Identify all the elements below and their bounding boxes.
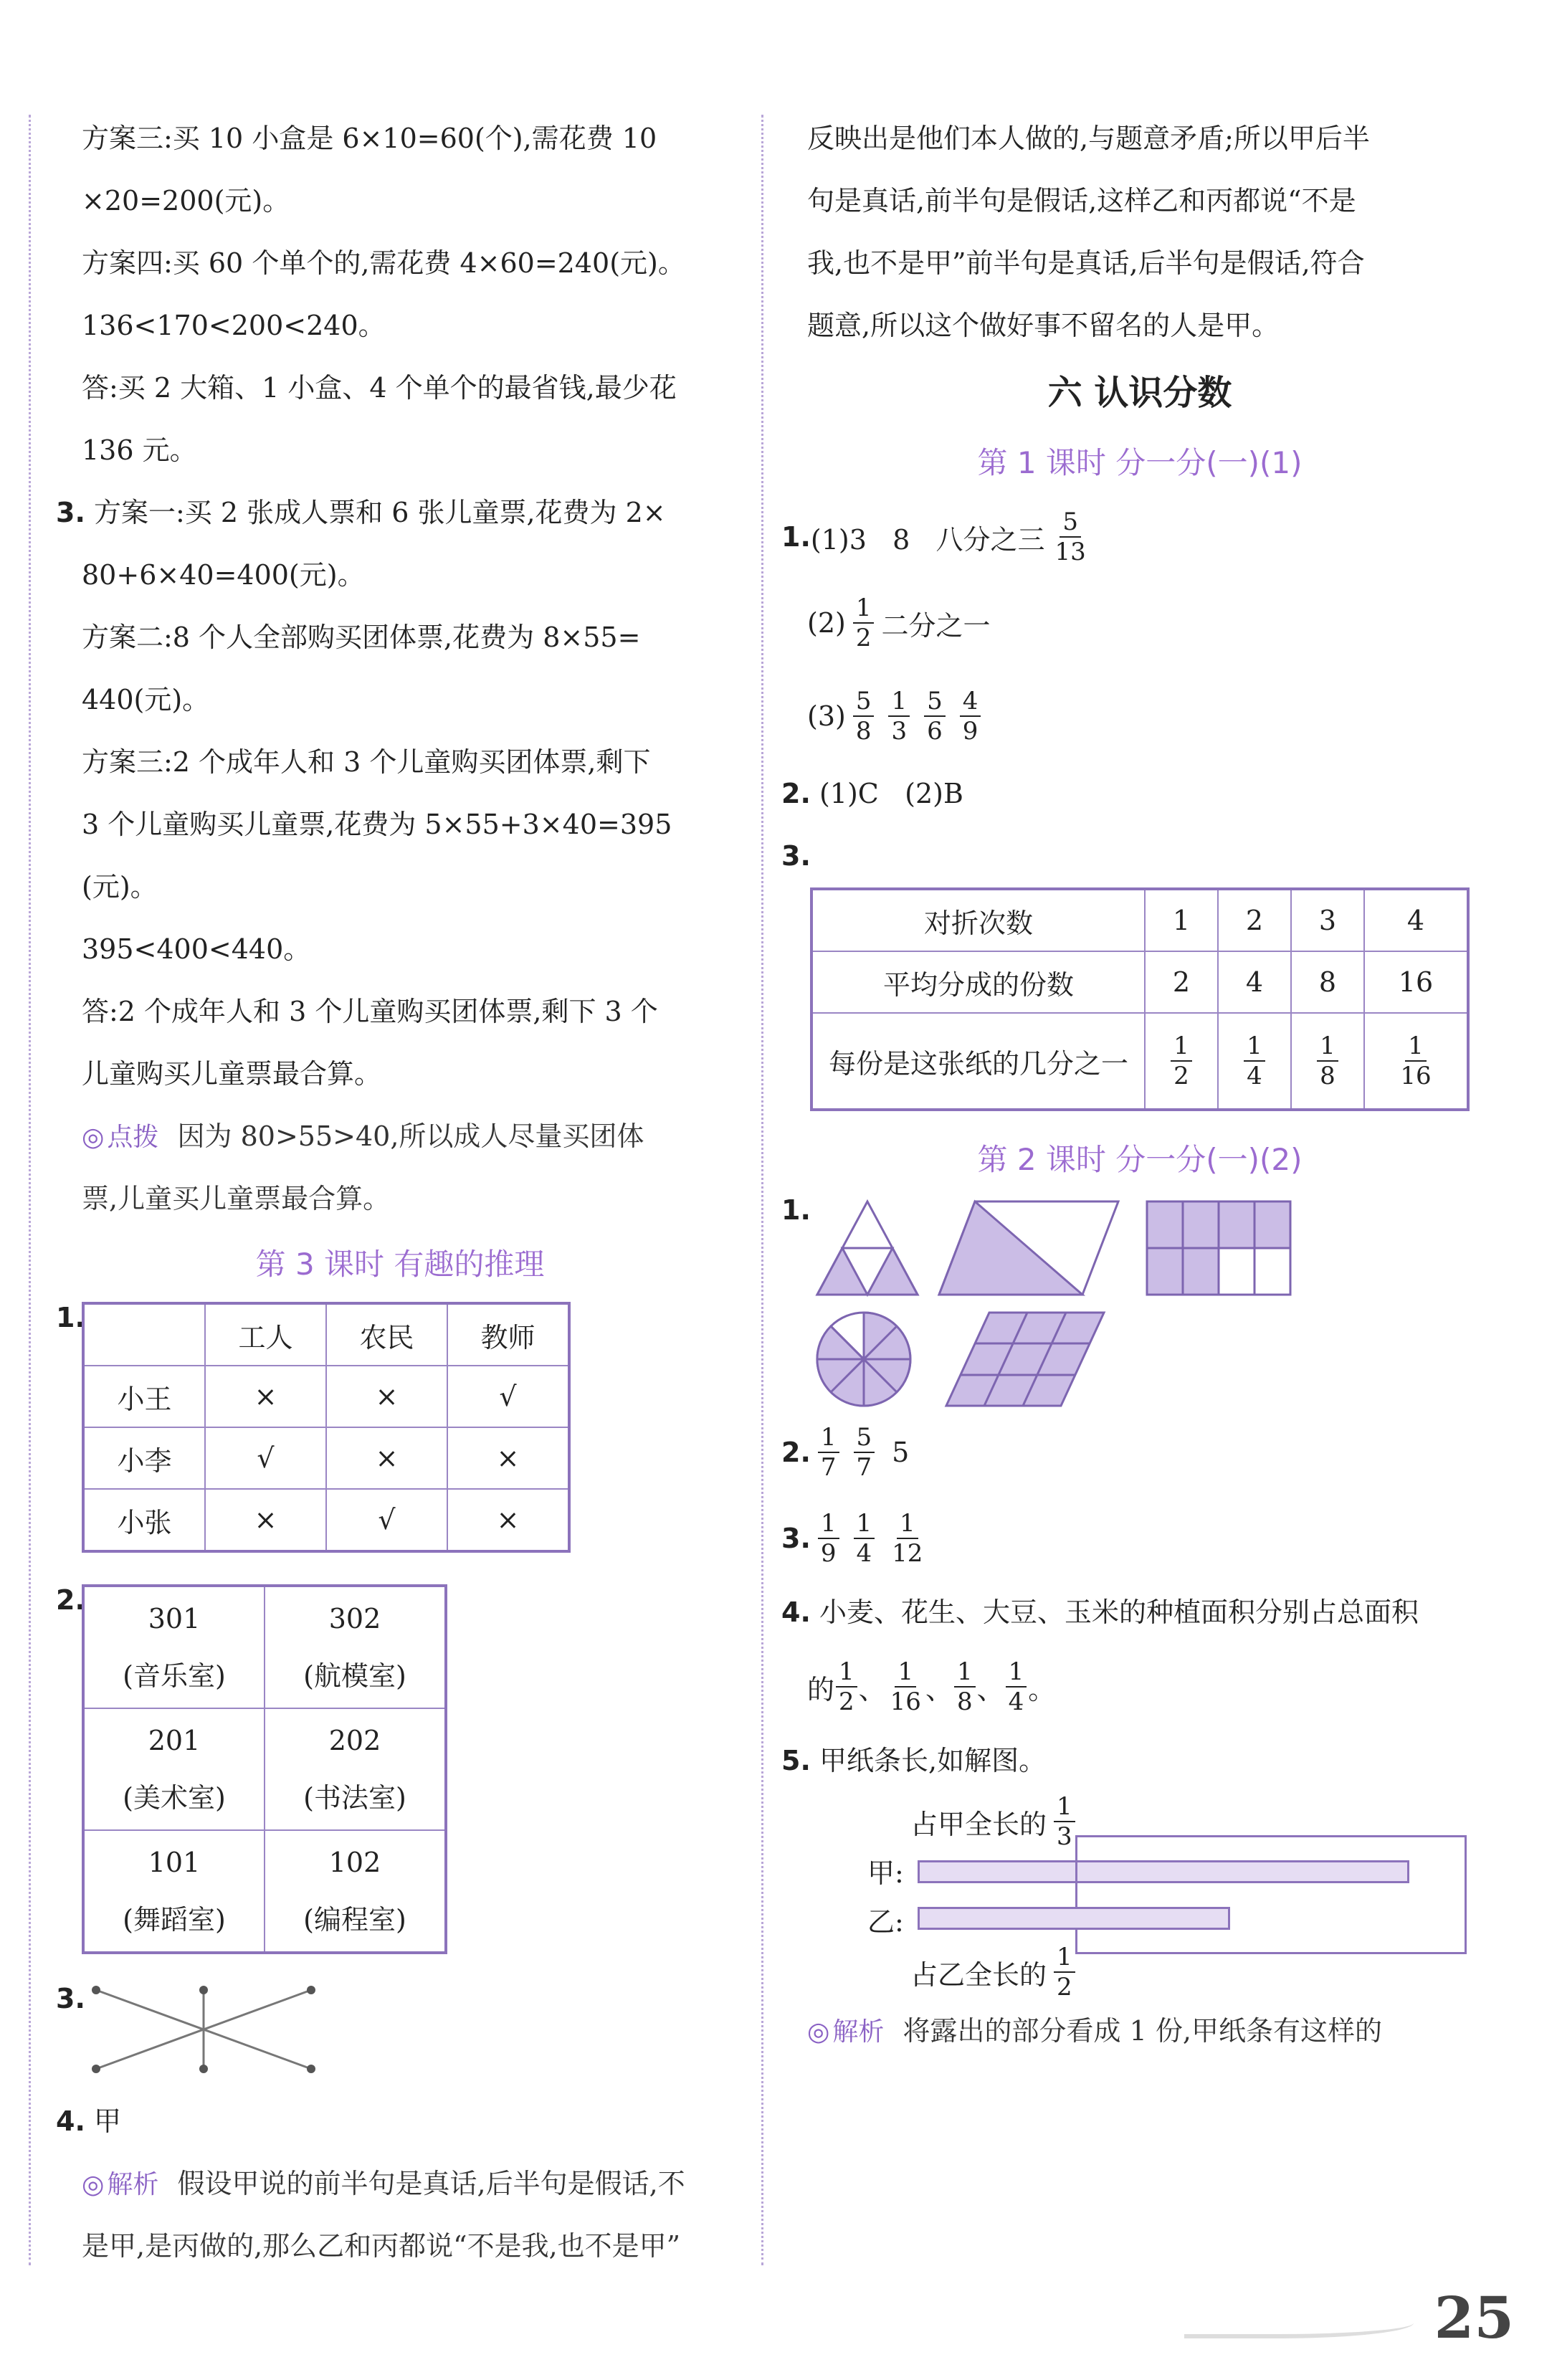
triangle-shape [817, 1201, 918, 1295]
fraction [888, 687, 910, 746]
fraction [818, 1423, 839, 1482]
text-line: 80+6×40=400(元)。 [82, 559, 365, 591]
label-text: 占乙全长的 [910, 1958, 1047, 1991]
question-number: 2. [781, 778, 811, 809]
room-number: 302 [328, 1603, 381, 1634]
table-row [811, 951, 1468, 1013]
overlap-box [1075, 1835, 1467, 1954]
table-cell: × [326, 1427, 447, 1489]
text-line: 儿童购买儿童票最合算。 [82, 1058, 382, 1090]
table-cell: 4 [1218, 951, 1291, 1013]
table-row [83, 1489, 569, 1551]
label-jia: 甲: [867, 1857, 904, 1889]
decorative-swoosh [1184, 2313, 1414, 2338]
question-number: 1. [781, 521, 811, 553]
tip-note [56, 1105, 744, 1168]
table-cell: 小李 [83, 1427, 205, 1489]
answer-text: 甲 [93, 2105, 121, 2137]
bottom-label [910, 1943, 1082, 2001]
text-line: 3 个儿童购买儿童票,花费为 5×55+3×40=395 [82, 809, 672, 840]
analysis-note [56, 2153, 744, 2215]
question-number: 2. [56, 1584, 85, 1616]
question-4 [56, 2090, 744, 2153]
table-cell: √ [205, 1427, 326, 1489]
room-table [82, 1584, 447, 1954]
numerator: 1 [853, 594, 875, 624]
question-number: 1. [781, 1194, 811, 1226]
text-line: 是甲,是丙做的,那么乙和丙都说“不是我,也不是甲” [82, 2230, 681, 2262]
table-cell [1218, 1013, 1291, 1110]
fraction [853, 594, 875, 652]
question-number: 5. [781, 1745, 811, 1776]
denominator: 7 [820, 1453, 837, 1482]
text-line: 题意,所以这个做好事不留名的人是甲。 [807, 310, 1280, 341]
shaded-shapes [810, 1194, 1312, 1409]
fraction [887, 1657, 924, 1716]
numerator: 5 [853, 687, 875, 717]
room-number: 202 [328, 1725, 381, 1756]
table-cell: 1 [1145, 889, 1218, 951]
text-line: 方案三:2 个成年人和 3 个儿童购买团体票,剩下 [82, 746, 651, 778]
label-text: 占甲全长的 [910, 1808, 1047, 1840]
analysis-text: 假设甲说的前半句是真话,后半句是假话,不 [177, 2168, 685, 2199]
table-cell: 小王 [83, 1366, 205, 1427]
answer-b3 [781, 1495, 1498, 1581]
row-label: 对折次数 [811, 889, 1145, 951]
room-cell [83, 1586, 265, 1708]
answer-1-1 [781, 498, 1498, 576]
denominator: 3 [891, 717, 908, 746]
dot [199, 2065, 208, 2073]
punctuation: 。 [1028, 1673, 1056, 1705]
numerator: 1 [888, 687, 910, 717]
lesson-3-title: 第 3 课时 有趣的推理 [255, 1247, 545, 1282]
room-number: 301 [148, 1603, 201, 1634]
text-line: 方案二:8 个人全部购买团体票,花费为 8×55= [82, 622, 641, 653]
answer-prefix: (2) [807, 607, 846, 639]
unit-title: 六 认识分数 [1047, 373, 1232, 413]
analysis-text: 将露出的部分看成 1 份,甲纸条有这样的 [903, 2015, 1382, 2047]
room-cell [83, 1708, 265, 1830]
dot [199, 1986, 208, 1994]
text-line: 136 元。 [82, 434, 197, 466]
denominator: 13 [1054, 538, 1086, 566]
answer-2 [781, 763, 1498, 825]
question-number: 3. [56, 1983, 85, 2014]
fraction [1171, 1032, 1192, 1090]
page-number: 25 [1434, 2284, 1514, 2351]
lesson-1-title: 第 1 课时 分一分(一)(1) [977, 445, 1303, 480]
fraction [854, 1509, 875, 1568]
numerator: 1 [818, 1423, 839, 1453]
denominator: 6 [927, 717, 943, 746]
row-label: 每份是这张纸的几分之一 [811, 1013, 1145, 1110]
numerator: 1 [1054, 1943, 1075, 1973]
numerator: 1 [954, 1657, 976, 1688]
table-cell: 4 [1364, 889, 1468, 951]
answer-b2 [781, 1409, 1498, 1495]
header-cell [83, 1303, 205, 1366]
table-cell: 3 [1291, 889, 1364, 951]
text-line: 方案三:买 10 小盒是 6×10=60(个),需花费 10 [82, 123, 657, 154]
text-line: 反映出是他们本人做的,与题意矛盾;所以甲后半 [807, 123, 1370, 154]
denominator: 2 [1173, 1062, 1189, 1090]
denominator: 7 [856, 1453, 872, 1482]
text-line: 答:2 个成年人和 3 个儿童购买团体票,剩下 3 个 [82, 996, 658, 1027]
room-number: 201 [148, 1725, 201, 1756]
answer-b5 [781, 1730, 1498, 1792]
denominator: 2 [839, 1688, 854, 1716]
denominator: 2 [1057, 1973, 1072, 2001]
top-label [910, 1792, 1082, 1851]
text-line: 136<170<200<240。 [82, 310, 386, 341]
punctuation: 、 [858, 1673, 886, 1705]
header-cell: 农民 [326, 1303, 447, 1366]
numerator: 1 [897, 1509, 918, 1539]
text-line: (元)。 [82, 871, 158, 903]
denominator: 8 [855, 717, 872, 746]
question-number: 3. [56, 497, 85, 528]
square-grid-shape [1147, 1201, 1290, 1295]
denominator: 12 [892, 1539, 923, 1568]
table-row [83, 1586, 446, 1708]
table-row [811, 889, 1468, 951]
table-cell [1364, 1013, 1468, 1110]
answer-b4-line2 [781, 1644, 1498, 1730]
answer-text: 5 [892, 1437, 910, 1468]
fraction [1052, 508, 1089, 566]
fraction [1397, 1032, 1434, 1090]
table-cell: × [205, 1366, 326, 1427]
text-line: 方案四:买 60 个单个的,需花费 4×60=240(元)。 [82, 247, 685, 279]
question-number: 3. [781, 1523, 811, 1554]
answer-text: 甲纸条长,如解图。 [819, 1745, 1047, 1776]
question-number: 3. [781, 840, 811, 872]
fraction [854, 1423, 875, 1482]
strip-diagram [853, 1792, 1498, 2000]
table-header-row [83, 1303, 569, 1366]
numerator: 1 [1006, 1657, 1027, 1688]
left-margin-line [29, 115, 31, 2265]
punctuation: 、 [976, 1673, 1004, 1705]
denominator: 8 [1320, 1062, 1335, 1090]
denominator: 9 [962, 717, 979, 746]
fraction [853, 687, 875, 746]
left-column [56, 108, 744, 2277]
answer-text: 二分之一 [881, 609, 991, 642]
fraction [954, 1657, 976, 1716]
table-row [83, 1830, 446, 1953]
answer-prefix: (3) [807, 700, 846, 732]
analysis-note [781, 2000, 1498, 2062]
tip-text: 因为 80>55>40,所以成人尽量买团体 [177, 1120, 644, 1152]
question-3b-block [56, 1983, 744, 2090]
answer-b1 [781, 1194, 1498, 1409]
circle-shape [817, 1313, 910, 1406]
denominator: 2 [855, 624, 872, 652]
text-line: 答:买 2 大箱、1 小盒、4 个单个的最省钱,最少花 [82, 372, 677, 404]
room-cell [265, 1830, 446, 1953]
table-row [83, 1366, 569, 1427]
answer-1-2 [781, 576, 1498, 670]
reasoning-table [82, 1302, 571, 1553]
room-name: (美术室) [123, 1782, 226, 1814]
question-1-block [56, 1302, 744, 1553]
numerator: 1 [895, 1657, 916, 1688]
question-2-block [56, 1584, 744, 1954]
table-cell: √ [447, 1366, 569, 1427]
numerator: 1 [1171, 1032, 1192, 1062]
parallelogram-shape [939, 1201, 1118, 1295]
question-number: 4. [781, 1596, 811, 1628]
room-cell [265, 1708, 446, 1830]
room-number: 101 [148, 1847, 201, 1878]
denominator: 4 [1247, 1062, 1262, 1090]
header-cell: 工人 [205, 1303, 326, 1366]
fraction [1006, 1657, 1027, 1716]
table-cell: × [326, 1366, 447, 1427]
answer-b4 [781, 1581, 1498, 1644]
answer-text: (1)C (2)B [819, 778, 963, 809]
denominator: 16 [890, 1688, 921, 1716]
dot [92, 2065, 100, 2073]
room-name: (编程室) [303, 1904, 406, 1936]
fraction [889, 1509, 925, 1568]
table-row [811, 1013, 1468, 1110]
fraction [1317, 1032, 1338, 1090]
table-cell: × [447, 1427, 569, 1489]
dot [307, 2065, 315, 2073]
header-cell: 教师 [447, 1303, 569, 1366]
answer-prefix: 的 [807, 1673, 835, 1705]
denominator: 4 [856, 1539, 872, 1568]
denominator: 9 [820, 1539, 837, 1568]
fraction [1244, 1032, 1265, 1090]
numerator: 1 [836, 1657, 857, 1688]
numerator: 5 [854, 1423, 875, 1453]
table-cell: × [205, 1489, 326, 1551]
dot [92, 1986, 100, 1994]
rhombus-grid-shape [946, 1313, 1104, 1406]
right-column [781, 108, 1498, 2062]
answer-1-3 [781, 670, 1498, 763]
room-name: (舞蹈室) [123, 1904, 226, 1936]
text-line: 票,儿童买儿童票最合算。 [82, 1183, 391, 1214]
numerator: 1 [854, 1509, 875, 1539]
text-line: 440(元)。 [82, 684, 210, 715]
answer-text: 小麦、花生、大豆、玉米的种植面积分别占总面积 [819, 1596, 1419, 1628]
analysis-tag: ◎ 解析 [82, 2170, 158, 2199]
numerator: 5 [924, 687, 946, 717]
fraction [924, 687, 946, 746]
numerator: 1 [818, 1509, 839, 1539]
analysis-tag: ◎ 解析 [807, 2017, 884, 2047]
table-cell: 8 [1291, 951, 1364, 1013]
room-number: 102 [328, 1847, 381, 1878]
numerator: 5 [1060, 508, 1081, 538]
column-divider [761, 115, 763, 2265]
table-cell: 16 [1364, 951, 1468, 1013]
fraction [1054, 1792, 1075, 1851]
fraction [960, 687, 981, 746]
denominator: 16 [1400, 1062, 1432, 1090]
connection-diagram [82, 1983, 325, 2083]
denominator: 8 [956, 1688, 973, 1716]
table-cell: × [447, 1489, 569, 1551]
fraction [1054, 1943, 1075, 2001]
table-cell [1291, 1013, 1364, 1110]
lesson-2-title: 第 2 课时 分一分(一)(2) [977, 1142, 1303, 1177]
room-cell [83, 1830, 265, 1953]
numerator: 1 [1317, 1032, 1338, 1062]
fraction [818, 1509, 839, 1568]
tip-tag: ◎ 点拨 [82, 1123, 158, 1152]
text-line: 我,也不是甲”前半句是真话,后半句是假话,符合 [807, 247, 1365, 279]
table-cell: 2 [1145, 951, 1218, 1013]
punctuation: 、 [925, 1673, 953, 1705]
question-number: 2. [781, 1437, 811, 1468]
denominator: 4 [1008, 1688, 1024, 1716]
answer-text: (1)3 8 八分之三 [810, 523, 1045, 556]
table-cell: 小张 [83, 1489, 205, 1551]
row-label: 平均分成的份数 [811, 951, 1145, 1013]
answer-3 [781, 825, 1498, 887]
text-line: 395<400<440。 [82, 933, 311, 965]
strip-yi [918, 1907, 1230, 1930]
fold-table [810, 887, 1470, 1111]
room-name: (书法室) [303, 1782, 406, 1814]
table-row [83, 1427, 569, 1489]
label-yi: 乙: [867, 1906, 904, 1938]
question-number: 1. [56, 1302, 85, 1333]
question-3 [56, 482, 744, 544]
room-cell [265, 1586, 446, 1708]
question-number: 4. [56, 2105, 85, 2137]
table-cell [1145, 1013, 1218, 1110]
room-name: (航模室) [303, 1660, 406, 1692]
numerator: 1 [1244, 1032, 1265, 1062]
table-row [83, 1708, 446, 1830]
room-name: (音乐室) [123, 1660, 226, 1692]
dot [307, 1986, 315, 1994]
table-cell: 2 [1218, 889, 1291, 951]
table-cell: √ [326, 1489, 447, 1551]
text-line: 句是真话,前半句是假话,这样乙和丙都说“不是 [807, 185, 1356, 216]
numerator: 1 [1405, 1032, 1427, 1062]
numerator: 4 [960, 687, 981, 717]
fraction [836, 1657, 857, 1716]
denominator: 3 [1057, 1822, 1072, 1851]
text-line: 方案一:买 2 张成人票和 6 张儿童票,花费为 2× [93, 497, 666, 528]
numerator: 1 [1054, 1792, 1075, 1822]
text-line: ×20=200(元)。 [82, 185, 290, 216]
